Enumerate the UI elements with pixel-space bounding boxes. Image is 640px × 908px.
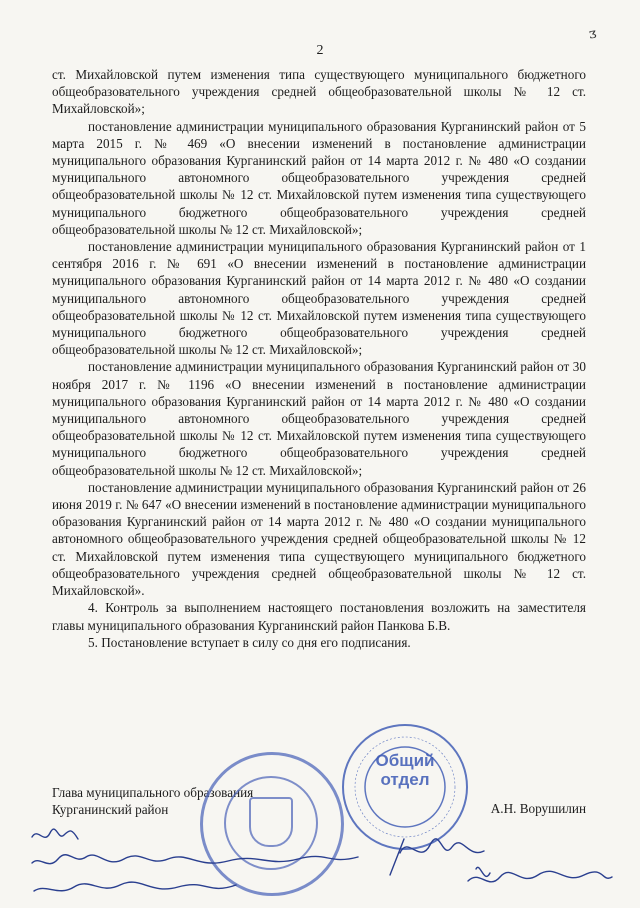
signatory-title-line1: Глава муниципального образования [52, 785, 254, 800]
paragraph-resolution-2017: постановление администрации муниципального образования Курганинский район от 30 ноября 2017 г. № 1196 «О внесении изменений в постановление администрации муниципального образования Курганинский район от 14 марта 2012 г. № 480 «О создании муниципального автономного общеобразовательного учреждения средней общеобразовательной школы № 12 ст. Михайловской путем изменения типа существующего муниципального бюджетного общеобразовательного учреждения средней общеобразовательной школы № 12 ст. Михайловской»; [52, 359, 586, 478]
paragraph-resolution-2016: постановление администрации муниципального образования Курганинский район от 1 сентября 2016 г. № 691 «О внесении изменений в постановление администрации муниципального образования Курганинский район от 14 марта 2012 г. № 480 «О создании муниципального автономного общеобразовательного учреждения средней общеобразовательной школы № 12 ст. Михайловской путем изменения типа существующего муниципального бюджетного общеобразовательного учреждения средней общеобразовательной школы № 12 ст. Михайловской»; [52, 239, 586, 358]
signatory-name: А.Н. Ворушилин [490, 801, 586, 816]
common-department-stamp-label: Общий отдел [375, 751, 435, 789]
handwritten-certification [28, 825, 618, 903]
corner-handwritten-mark: ᴣ [587, 25, 598, 43]
paragraph-resolution-2015: постановление администрации муниципального образования Курганинский район от 5 марта 2015 г. № 469 «О внесении изменений в постановление администрации муниципального образования Курганинский район от 14 марта 2012 г. № 480 «О создании муниципального автономного общеобразовательного учреждения средней общеобразовательной школы № 12 ст. Михайловской путем изменения типа существующего муниципального бюджетного общеобразовательного учреждения средней общеобразовательной школы № 12 ст. Михайловской»; [52, 118, 586, 237]
paragraph-control-clause: 4. Контроль за выполнением настоящего постановления возложить на заместителя главы муниципального образования Курганинский район Панкова Б.В. [52, 600, 586, 633]
paragraph-resolution-2019: постановление администрации муниципального образования Курганинский район от 26 июня 2019 г. № 647 «О внесении изменений в постановление администрации муниципального образования Курганинский район от 14 марта 2012 г. № 480 «О создании муниципального автономного общеобразовательного учреждения средней общеобразовательной школы № 12 ст. Михайловской путем изменения типа существующего муниципального бюджетного общеобразовательного учреждения средней общеобразовательной школы № 12 ст. Михайловской». [52, 479, 586, 599]
paragraph-effective-clause: 5. Постановление вступает в силу со дня его подписания. [88, 634, 411, 650]
signatory-title-line2: Курганинский район [52, 802, 169, 818]
document-body [52, 66, 586, 651]
page-number: 2 [316, 43, 324, 58]
handwritten-note-signature-icon [28, 825, 618, 903]
paragraph-continuation: ст. Михайловской путем изменения типа существующего муниципального бюджетного общеобразовательного учреждения средней общеобразовательной школы № 12 ст. Михайловской»; [52, 67, 586, 117]
